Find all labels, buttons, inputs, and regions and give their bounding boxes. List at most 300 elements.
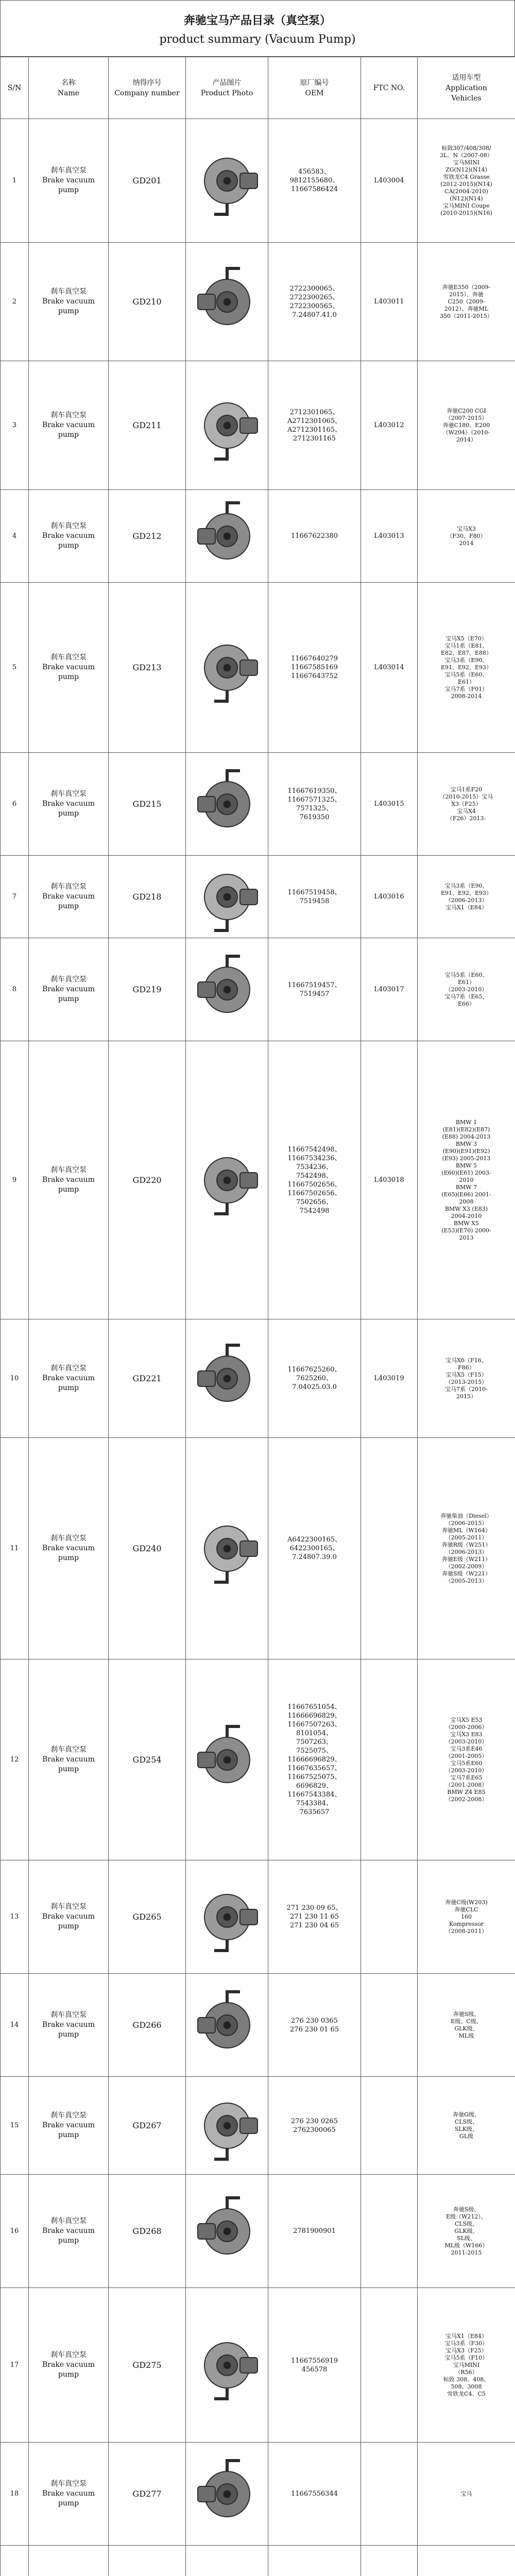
vacuum-pump-photo <box>188 2327 266 2404</box>
product-photo-cell <box>186 856 268 938</box>
cell-line: E82、E87、E88） <box>440 649 492 656</box>
cell-line: Brake vacuum <box>42 2361 95 2369</box>
product-photo-cell <box>186 2175 268 2288</box>
cell-line: （F26）2013- <box>447 815 486 822</box>
sn-header <box>1 57 29 119</box>
cell-line: 2781900901 <box>293 2227 336 2235</box>
table-row <box>1 119 515 243</box>
table-row <box>1 490 515 583</box>
name-cell <box>29 1438 109 1659</box>
name-cell <box>29 1319 109 1438</box>
company-number-cell: GD277 <box>109 2443 186 2546</box>
cell-line: 宝马1系F20 <box>450 786 483 793</box>
cell-line: 宝马5系E60 <box>450 1759 483 1767</box>
cell-line: (E53)(E70) 2000- <box>441 1227 491 1234</box>
cell-line: 2012）、奔驰ML <box>444 305 489 312</box>
name-cell <box>29 361 109 490</box>
oem-cell <box>268 2288 361 2443</box>
name-cell <box>29 1041 109 1319</box>
cell-line: pump <box>58 2030 79 2039</box>
cell-line: 刹车真空泵 <box>50 1745 87 1754</box>
cell-line: 7519457 <box>299 990 330 998</box>
cell-line: 11667635657、 <box>287 1765 341 1772</box>
header-line: 名称 <box>61 78 76 87</box>
cell-line: 奔驰CLC <box>454 1906 478 1913</box>
cell-line: Brake vacuum <box>42 800 95 808</box>
catalog-title-en: product summary (Vacuum Pump) <box>159 33 356 46</box>
cell-line: 11667586424 <box>291 185 338 193</box>
ftc-cell <box>361 2288 418 2443</box>
vacuum-pump-photo <box>188 2087 266 2164</box>
oem-cell <box>268 490 361 583</box>
cell-line: 标致307/408/308/ <box>441 144 491 151</box>
oem-cell <box>268 583 361 753</box>
product-photo-cell <box>186 1041 268 1319</box>
cell-line: 2008-2014 <box>451 692 482 700</box>
cell-line: 奔驰C200 CGI <box>447 407 486 414</box>
name-cell <box>29 753 109 856</box>
company-number-cell: GD266 <box>109 1974 186 2077</box>
vacuum-pump-photo <box>188 1340 266 1417</box>
cell-line: X3（F25） <box>451 800 482 807</box>
catalog-header <box>0 0 515 57</box>
cell-line: BMW 3 <box>455 1140 477 1147</box>
cell-line: 2011-2015 <box>451 2249 482 2256</box>
ftc-cell <box>361 1659 418 1860</box>
oem-cell <box>268 1974 361 2077</box>
cell-line: Brake vacuum <box>42 2121 95 2129</box>
company-number-cell: GD215 <box>109 753 186 856</box>
product-photo-cell <box>186 1974 268 2077</box>
cell-line: 7.04025.03.0 <box>292 1383 337 1391</box>
application-cell <box>418 2443 515 2546</box>
cell-line: 2015）、奔驰 <box>449 291 484 298</box>
sn-cell: 4 <box>1 490 29 583</box>
cell-line: Brake vacuum <box>42 985 95 993</box>
name-cell <box>29 2175 109 2288</box>
cell-line: 宝马MINI <box>453 159 480 166</box>
cell-line: pump <box>58 1185 79 1194</box>
cell-line: 8101054、 <box>296 1730 333 1737</box>
photo-frame <box>187 142 266 219</box>
cell-line: 宝马3系（E90、 <box>444 882 488 889</box>
cell-line: pump <box>58 2131 79 2139</box>
cell-line: 350（2011-2015） <box>440 312 493 319</box>
cell-line: 刹车真空泵 <box>50 1903 87 1911</box>
sn-cell: 1 <box>1 119 29 243</box>
photo-frame <box>187 858 266 936</box>
cell-line: （W204）（2010- <box>442 429 490 436</box>
cell-line: A2712301065、 <box>287 417 342 425</box>
cell-line: 刹车真空泵 <box>50 1364 87 1372</box>
cell-line: （2007-2015） <box>445 414 488 421</box>
cell-line: 271 230 04 65 <box>289 1922 339 1929</box>
cell-line: pump <box>58 673 79 681</box>
cell-line: 2014） <box>456 436 476 443</box>
application-cell <box>418 361 515 490</box>
cell-line: 奔驰S级、 <box>453 2010 480 2018</box>
cell-line: 11667556344 <box>291 2490 338 2498</box>
ftc-cell: L403016 <box>361 856 418 938</box>
cell-line: 160 <box>461 1913 472 1920</box>
product-photo-cell <box>186 490 268 583</box>
ftc-cell: L403017 <box>361 938 418 1041</box>
ftc-cell: L403014 <box>361 583 418 753</box>
cell-line: 宝马X3 E83 <box>450 1731 483 1738</box>
product-photo-cell <box>186 1438 268 1659</box>
cell-line: 宝马X4 <box>457 807 476 815</box>
cell-line: pump <box>58 995 79 1003</box>
cell-line: 宝马7系（F01） <box>444 685 488 692</box>
cell-line: (E90)(E91)(E92) <box>442 1147 490 1155</box>
cell-line: 11667519457、 <box>287 981 341 989</box>
table-row <box>1 361 515 490</box>
product-photo-cell <box>186 1860 268 1974</box>
cell-line: 2722300265、 <box>289 293 339 301</box>
vacuum-pump-photo <box>188 629 266 706</box>
cell-line: CLS级、 <box>454 2118 478 2125</box>
cell-line: pump <box>58 307 79 315</box>
table-row <box>1 583 515 753</box>
table-row <box>1 1860 515 1974</box>
application-cell <box>418 1438 515 1659</box>
photo-frame <box>187 2087 266 2164</box>
company-number-cell: GD211 <box>109 361 186 490</box>
product-photo-cell <box>186 1659 268 1860</box>
application-cell <box>418 2077 515 2175</box>
cell-line: CLS级、 <box>454 2220 478 2227</box>
header-line: Company number <box>114 89 180 97</box>
cell-line: 7502656、 <box>296 1198 333 1206</box>
cell-line: 7525075、 <box>296 1747 333 1755</box>
ftc-cell: L403018 <box>361 1041 418 1319</box>
cell-line: pump <box>58 431 79 439</box>
cell-line: (2012-2015)(N14) <box>440 180 492 188</box>
name-cell <box>29 243 109 361</box>
header-line: 纳得序号 <box>132 78 162 87</box>
cell-line: 宝马X5（F15） <box>445 1371 487 1378</box>
cell-line: （2003-2010） <box>445 986 488 993</box>
oem-cell <box>268 2546 361 2576</box>
cell-line: 2722300065、 <box>289 284 339 293</box>
cell-line: E级（W212）、 <box>446 2213 487 2220</box>
company-number-cell: GD210 <box>109 243 186 361</box>
cell-line: Brake vacuum <box>42 2489 95 2498</box>
vacuum-pump-photo <box>188 142 266 219</box>
sn-cell: 18 <box>1 2443 29 2546</box>
sn-cell: 7 <box>1 856 29 938</box>
cell-line: 2015） <box>456 1393 476 1400</box>
cell-line: 11667640279 <box>291 655 338 663</box>
vacuum-pump-photo <box>188 2566 266 2576</box>
company-number-cell: GD220 <box>109 1041 186 1319</box>
table-row <box>1 1319 515 1438</box>
company-number-cell: GD275 <box>109 2288 186 2443</box>
cell-line: 刹车真空泵 <box>50 2111 87 2120</box>
application-cell <box>418 1974 515 2077</box>
application-cell <box>418 753 515 856</box>
company-number-cell: GD268 <box>109 2175 186 2288</box>
ftc-cell <box>361 2077 418 2175</box>
cell-line: 276 230 0265 <box>291 2117 338 2125</box>
cell-line: 奔驰ML（W164） <box>442 1527 491 1534</box>
cell-line: （R56） <box>455 2368 478 2376</box>
cell-line: 雪铁龙C4 Grasse <box>443 173 490 180</box>
cell-line: (E93) 2005-2013 <box>442 1155 491 1162</box>
cell-line: （2003-2010） <box>445 1738 488 1745</box>
cell-line: 7625260、 <box>296 1375 333 1382</box>
cell-line: 刹车真空泵 <box>50 883 87 891</box>
cell-line: 奔驰S级、 <box>453 2206 480 2213</box>
ftc-header <box>361 57 418 119</box>
name-cell <box>29 2288 109 2443</box>
cell-line: GLK级、 <box>454 2025 478 2032</box>
cell-line: 3L、N（2007-08） <box>440 151 493 159</box>
product-photo-header <box>186 57 268 119</box>
table-row <box>1 1041 515 1319</box>
table-row <box>1 2546 515 2576</box>
cell-line: ML级 <box>458 2032 474 2039</box>
cell-line: BMW Z4 E85 <box>447 1788 486 1795</box>
header-line: Product Photo <box>200 89 253 97</box>
cell-line: 7571325、 <box>296 804 333 812</box>
name-header <box>29 57 109 119</box>
cell-line: Brake vacuum <box>42 532 95 540</box>
photo-frame <box>187 2327 266 2404</box>
table-row <box>1 938 515 1041</box>
cell-line: pump <box>58 186 79 194</box>
cell-line: 11667525075、 <box>287 1773 341 1781</box>
cell-line: 2010 <box>459 1176 474 1183</box>
header-line: 适用车型 <box>452 73 481 82</box>
cell-line: （2013-2015） <box>445 1378 488 1385</box>
table-row <box>1 2443 515 2546</box>
ftc-cell: L403004 <box>361 119 418 243</box>
cell-line: 11667556919 <box>291 2357 338 2365</box>
product-photo-cell <box>186 1319 268 1438</box>
cell-line: 刹车真空泵 <box>50 1166 87 1174</box>
application-cell <box>418 119 515 243</box>
company-number-cell: GD201 <box>109 119 186 243</box>
cell-line: Brake vacuum <box>42 1755 95 1764</box>
cell-line: 刹车真空泵 <box>50 653 87 662</box>
sn-cell: 17 <box>1 2288 29 2443</box>
cell-line: 刹车真空泵 <box>50 1534 87 1543</box>
photo-frame <box>187 2193 266 2270</box>
oem-cell <box>268 361 361 490</box>
cell-line: (E88) 2004-2013 <box>442 1133 491 1140</box>
company-number-cell: GD265 <box>109 1860 186 1974</box>
vacuum-pump-photo <box>188 387 266 464</box>
cell-line: Brake vacuum <box>42 1176 95 1184</box>
table-row <box>1 243 515 361</box>
cell-line: 2712301065、 <box>289 408 339 416</box>
cell-line: 宝马3系（E90、 <box>444 656 488 664</box>
header-line: FTC NO. <box>373 83 405 92</box>
cell-line: 雪铁龙C4、C5 <box>447 2390 486 2397</box>
photo-frame <box>187 1340 266 1417</box>
sn-cell: 9 <box>1 1041 29 1319</box>
cell-line: 刹车真空泵 <box>50 522 87 530</box>
cell-line: 刹车真空泵 <box>50 287 87 296</box>
ftc-cell: L403019 <box>361 1319 418 1438</box>
cell-line: F86） <box>458 1364 475 1371</box>
name-cell <box>29 583 109 753</box>
table-row <box>1 1974 515 2077</box>
cell-line: 宝马MINI Coupe <box>443 202 490 209</box>
cell-line: GLK级、 <box>454 2227 478 2234</box>
photo-frame <box>187 1878 266 1956</box>
cell-line: 刹车真空泵 <box>50 975 87 984</box>
cell-line: 11667502656、 <box>287 1189 341 1197</box>
cell-line: 奔驰E级（W211） <box>441 1555 491 1563</box>
cell-line: 2762300065 <box>293 2126 336 2134</box>
name-cell <box>29 2443 109 2546</box>
name-cell <box>29 2077 109 2175</box>
sn-cell: 15 <box>1 2077 29 2175</box>
table-row <box>1 2175 515 2288</box>
cell-line: 宝马X1（E84） <box>445 904 487 911</box>
cell-line: 7519458 <box>299 897 330 905</box>
cell-line: 7507263、 <box>296 1738 333 1746</box>
cell-line: 宝马7系（2010- <box>445 1385 488 1393</box>
cell-line: （2006-2013） <box>445 1548 488 1555</box>
cell-line: pump <box>58 902 79 910</box>
cell-line: 11667622380 <box>291 532 338 540</box>
cell-line: （2002-2008） <box>445 1795 488 1803</box>
vacuum-pump-photo <box>188 1510 266 1587</box>
table-row <box>1 753 515 856</box>
header-line: Name <box>57 89 80 97</box>
vacuum-pump-photo <box>188 263 266 341</box>
cell-line: E66） <box>457 1000 475 1007</box>
cell-line: Kompressor <box>449 1920 484 1927</box>
header-line: 原厂编号 <box>300 78 329 87</box>
photo-frame <box>187 1510 266 1587</box>
cell-line: pump <box>58 541 79 550</box>
name-cell <box>29 119 109 243</box>
cell-line: 7534236、 <box>296 1163 333 1171</box>
product-table <box>0 57 515 2576</box>
cell-line: 11667507263、 <box>287 1721 341 1728</box>
application-cell <box>418 2546 515 2576</box>
name-cell <box>29 1974 109 2077</box>
table-row <box>1 2077 515 2175</box>
cell-line: 奔驰G级、 <box>453 2111 480 2118</box>
cell-line: （2005-2013） <box>445 1577 488 1584</box>
sn-cell <box>1 2546 29 2576</box>
cell-line: 11667543384、 <box>287 1791 341 1799</box>
cell-line: 6696829、 <box>296 1782 333 1790</box>
name-cell <box>29 1659 109 1860</box>
table-row <box>1 1438 515 1659</box>
catalog-title-cn: 奔驰宝马产品目录（真空泵） <box>183 14 331 27</box>
oem-cell <box>268 856 361 938</box>
vacuum-pump-photo <box>188 766 266 843</box>
cell-line: 宝马7系E65 <box>450 1774 483 1781</box>
product-photo-cell <box>186 583 268 753</box>
photo-frame <box>187 766 266 843</box>
sn-cell: 5 <box>1 583 29 753</box>
cell-line: 奔驰E350（2009- <box>442 283 491 291</box>
photo-frame <box>187 2566 266 2576</box>
cell-line: 刹车真空泵 <box>50 2217 87 2225</box>
company-number-cell: GD221 <box>109 1319 186 1438</box>
ftc-cell <box>361 2443 418 2546</box>
vacuum-pump-photo <box>188 498 266 575</box>
ftc-cell: L403011 <box>361 243 418 361</box>
cell-line: 刹车真空泵 <box>50 2011 87 2019</box>
cell-line: pump <box>58 1554 79 1562</box>
cell-line: 11667585169 <box>291 664 338 671</box>
vacuum-pump-photo <box>188 858 266 936</box>
cell-line: BMW 5 <box>455 1162 477 1169</box>
product-photo-cell <box>186 2077 268 2175</box>
oem-cell <box>268 119 361 243</box>
ftc-cell <box>361 1860 418 1974</box>
cell-line: （2008-2011） <box>445 1927 488 1935</box>
cell-line: 11667571325、 <box>287 795 341 804</box>
cell-line: 宝马5系（F10） <box>444 2354 488 2361</box>
cell-line: 271 230 09 65、 <box>286 1904 342 1912</box>
cell-line: 刹车真空泵 <box>50 2351 87 2359</box>
cell-line: 标致 308、408、 <box>443 2376 490 2383</box>
application-cell <box>418 1319 515 1438</box>
cell-line: 宝马5系（E60、 <box>444 671 488 678</box>
cell-line: 11667651054、 <box>287 1703 341 1711</box>
cell-line: pump <box>58 2370 79 2379</box>
cell-line: 2014 <box>459 539 474 547</box>
photo-frame <box>187 263 266 341</box>
cell-line: 11667534236、 <box>287 1154 341 1162</box>
oem-cell <box>268 1659 361 1860</box>
cell-line: Brake vacuum <box>42 421 95 429</box>
cell-line: （2010-2015）宝马 <box>439 793 493 800</box>
cell-line: E91、E92、E93） <box>440 664 492 671</box>
cell-line: 276 230 01 65 <box>289 2025 339 2033</box>
cell-line: (E81)(E82)(E87) <box>442 1126 490 1133</box>
cell-line: （2002-2009） <box>445 1563 488 1570</box>
product-photo-cell <box>186 361 268 490</box>
cell-line: 7619350 <box>299 813 330 821</box>
cell-line: 宝马5系（E60、 <box>444 971 488 978</box>
oem-header <box>268 57 361 119</box>
cell-line: 刹车真空泵 <box>50 411 87 419</box>
photo-frame <box>187 1721 266 1799</box>
name-cell <box>29 938 109 1041</box>
cell-line: 宝马X6（F16、 <box>445 1357 487 1364</box>
oem-cell <box>268 2443 361 2546</box>
cell-line: 2722300565、 <box>289 302 339 310</box>
cell-line: (E65)(E66) 2001- <box>441 1191 491 1198</box>
cell-line: 宝马 <box>460 2490 472 2497</box>
sn-cell: 12 <box>1 1659 29 1860</box>
cell-line: （2006-2013） <box>445 896 488 904</box>
cell-line: 宝马3系（F30） <box>444 2340 488 2347</box>
cell-line: 宝马MINI <box>453 2361 480 2368</box>
cell-line: 奔驰C级(W203) <box>445 1899 488 1906</box>
cell-line: Brake vacuum <box>42 1374 95 1382</box>
cell-line: 宝马X1（E84） <box>445 2332 487 2340</box>
application-cell <box>418 2288 515 2443</box>
cell-line: 276 230 0365 <box>291 2016 338 2025</box>
cell-line: 宝马3系E46 <box>450 1745 483 1752</box>
cell-line: 宝马X3 <box>457 525 476 532</box>
company-number-header <box>109 57 186 119</box>
application-cell <box>418 1860 515 1974</box>
cell-line: 2712301165 <box>293 434 336 443</box>
cell-line: 7.24807.39.0 <box>292 1553 337 1561</box>
